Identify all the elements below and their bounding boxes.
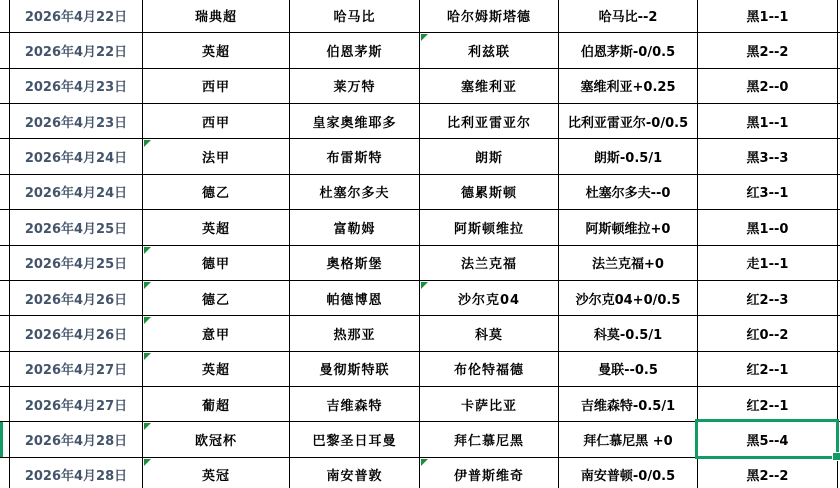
cell-league[interactable]: 葡超 (143, 387, 290, 421)
cell-flag-triangle-icon (421, 34, 428, 41)
cell-away[interactable]: 塞维利亚 (420, 69, 559, 103)
table-row (0, 0, 840, 33)
cell-flag-triangle-icon (144, 353, 151, 360)
cell-away[interactable]: 科莫 (420, 316, 559, 350)
cell-away[interactable]: 布伦特福德 (420, 352, 559, 386)
cell-date[interactable]: 2026年4月23日 (10, 104, 143, 138)
cell-away[interactable]: 阿斯顿维拉 (420, 210, 559, 244)
cell-home[interactable]: 哈马比 (290, 0, 420, 32)
row-gutter (0, 246, 10, 280)
cell-handicap[interactable]: 曼联--0.5 (559, 352, 698, 386)
cell-away[interactable]: 朗斯 (420, 139, 559, 173)
cell-handicap[interactable]: 拜仁慕尼黑 +0 (559, 422, 698, 456)
cell-home[interactable]: 吉维森特 (290, 387, 420, 421)
cell-date[interactable]: 2026年4月25日 (10, 210, 143, 244)
cell-date[interactable]: 2026年4月22日 (10, 33, 143, 67)
cell-away[interactable]: 卡萨比亚 (420, 387, 559, 421)
cell-flag-triangle-icon (144, 247, 151, 254)
cell-date[interactable]: 2026年4月24日 (10, 139, 143, 173)
cell-away[interactable]: 沙尔克04 (420, 281, 559, 315)
cell-date[interactable]: 2026年4月28日 (10, 422, 143, 456)
row-gutter (0, 104, 10, 138)
cell-handicap[interactable]: 塞维利亚+0.25 (559, 69, 698, 103)
cell-league[interactable]: 西甲 (143, 69, 290, 103)
cell-home[interactable]: 奥格斯堡 (290, 246, 420, 280)
row-gutter (0, 387, 10, 421)
cell-home[interactable]: 杜塞尔多夫 (290, 175, 420, 209)
table-row (0, 139, 840, 174)
cell-league[interactable]: 欧冠杯 (143, 422, 290, 456)
cell-result[interactable]: 红2--1 (698, 352, 838, 386)
cell-date[interactable]: 2026年4月25日 (10, 246, 143, 280)
cell-league[interactable]: 德乙 (143, 281, 290, 315)
table-row (0, 352, 840, 387)
cell-handicap[interactable]: 法兰克福+0 (559, 246, 698, 280)
cell-flag-triangle-icon (144, 459, 151, 466)
row-gutter (0, 316, 10, 350)
cell-result[interactable]: 黑2--2 (698, 33, 838, 67)
cell-home[interactable]: 南安普敦 (290, 458, 420, 488)
table-row (0, 387, 840, 422)
cell-away[interactable]: 比利亚雷亚尔 (420, 104, 559, 138)
cell-handicap[interactable]: 杜塞尔多夫--0 (559, 175, 698, 209)
cell-league[interactable]: 德甲 (143, 246, 290, 280)
cell-away[interactable]: 法兰克福 (420, 246, 559, 280)
cell-result[interactable]: 黑2--2 (698, 458, 838, 488)
selected-row-header-accent (0, 422, 3, 457)
cell-league[interactable]: 意甲 (143, 316, 290, 350)
table-row (0, 210, 840, 245)
cell-result[interactable]: 红2--1 (698, 387, 838, 421)
cell-home[interactable]: 布雷斯特 (290, 139, 420, 173)
cell-flag-triangle-icon (421, 459, 428, 466)
row-gutter (0, 139, 10, 173)
table-row (0, 104, 840, 139)
cell-league[interactable]: 英超 (143, 33, 290, 67)
cell-home[interactable]: 皇家奥维耶多 (290, 104, 420, 138)
cell-handicap[interactable]: 沙尔克04+0/0.5 (559, 281, 698, 315)
cell-date[interactable]: 2026年4月23日 (10, 69, 143, 103)
cell-handicap[interactable]: 朗斯-0.5/1 (559, 139, 698, 173)
row-gutter (0, 0, 10, 32)
cell-home[interactable]: 巴黎圣日耳曼 (290, 422, 420, 456)
cell-league[interactable]: 英超 (143, 210, 290, 244)
row-gutter (0, 175, 10, 209)
cell-away[interactable]: 伊普斯维奇 (420, 458, 559, 488)
cell-result[interactable]: 黑2--0 (698, 69, 838, 103)
cell-date[interactable]: 2026年4月28日 (10, 458, 143, 488)
cell-date[interactable]: 2026年4月26日 (10, 316, 143, 350)
row-gutter (0, 281, 10, 315)
table-row (0, 422, 840, 457)
cell-result[interactable]: 黑1--0 (698, 210, 838, 244)
row-gutter (0, 33, 10, 67)
cell-league[interactable]: 英冠 (143, 458, 290, 488)
cell-result[interactable]: 红3--1 (698, 175, 838, 209)
cell-flag-triangle-icon (144, 140, 151, 147)
row-gutter (0, 69, 10, 103)
cell-flag-triangle-icon (144, 423, 151, 430)
cell-result[interactable]: 黑1--1 (698, 0, 838, 32)
cell-date[interactable]: 2026年4月27日 (10, 352, 143, 386)
cell-handicap[interactable]: 阿斯顿维拉+0 (559, 210, 698, 244)
cell-date[interactable]: 2026年4月24日 (10, 175, 143, 209)
cell-flag-triangle-icon (421, 282, 428, 289)
cell-league[interactable]: 西甲 (143, 104, 290, 138)
cell-home[interactable]: 伯恩茅斯 (290, 33, 420, 67)
cell-home[interactable]: 曼彻斯特联 (290, 352, 420, 386)
cell-home[interactable]: 帕德博恩 (290, 281, 420, 315)
row-gutter (0, 352, 10, 386)
table-row (0, 33, 840, 68)
cell-home[interactable]: 莱万特 (290, 69, 420, 103)
cell-league[interactable]: 瑞典超 (143, 0, 290, 32)
cell-league[interactable]: 法甲 (143, 139, 290, 173)
row-gutter (0, 210, 10, 244)
cell-handicap[interactable]: 伯恩茅斯-0/0.5 (559, 33, 698, 67)
table-row (0, 458, 840, 488)
table-row (0, 316, 840, 351)
cell-date[interactable]: 2026年4月26日 (10, 281, 143, 315)
cell-handicap[interactable]: 哈马比--2 (559, 0, 698, 32)
cell-result[interactable]: 黑1--1 (698, 104, 838, 138)
cell-handicap[interactable]: 南安普顿-0/0.5 (559, 458, 698, 488)
cell-league[interactable]: 英超 (143, 352, 290, 386)
cell-away[interactable]: 拜仁慕尼黑 (420, 422, 559, 456)
cell-away[interactable]: 哈尔姆斯塔德 (420, 0, 559, 32)
cell-away[interactable]: 德累斯顿 (420, 175, 559, 209)
cell-handicap[interactable]: 吉维森特-0.5/1 (559, 387, 698, 421)
table-row (0, 281, 840, 316)
table-row (0, 175, 840, 210)
fill-handle[interactable] (832, 452, 840, 461)
cell-home[interactable]: 富勒姆 (290, 210, 420, 244)
cell-result[interactable]: 黑5--4 (698, 422, 838, 456)
cell-league[interactable]: 德乙 (143, 175, 290, 209)
cell-date[interactable]: 2026年4月22日 (10, 0, 143, 32)
cell-flag-triangle-icon (144, 317, 151, 324)
cell-handicap[interactable]: 科莫-0.5/1 (559, 316, 698, 350)
cell-result[interactable]: 红0--2 (698, 316, 838, 350)
cell-result[interactable]: 红2--3 (698, 281, 838, 315)
cell-result[interactable]: 走1--1 (698, 246, 838, 280)
cell-handicap[interactable]: 比利亚雷亚尔-0/0.5 (559, 104, 698, 138)
table-row (0, 246, 840, 281)
cell-result[interactable]: 黑3--3 (698, 139, 838, 173)
cell-date[interactable]: 2026年4月27日 (10, 387, 143, 421)
cell-home[interactable]: 热那亚 (290, 316, 420, 350)
cell-away[interactable]: 利兹联 (420, 33, 559, 67)
table-row (0, 69, 840, 104)
row-gutter (0, 458, 10, 488)
cell-flag-triangle-icon (144, 282, 151, 289)
